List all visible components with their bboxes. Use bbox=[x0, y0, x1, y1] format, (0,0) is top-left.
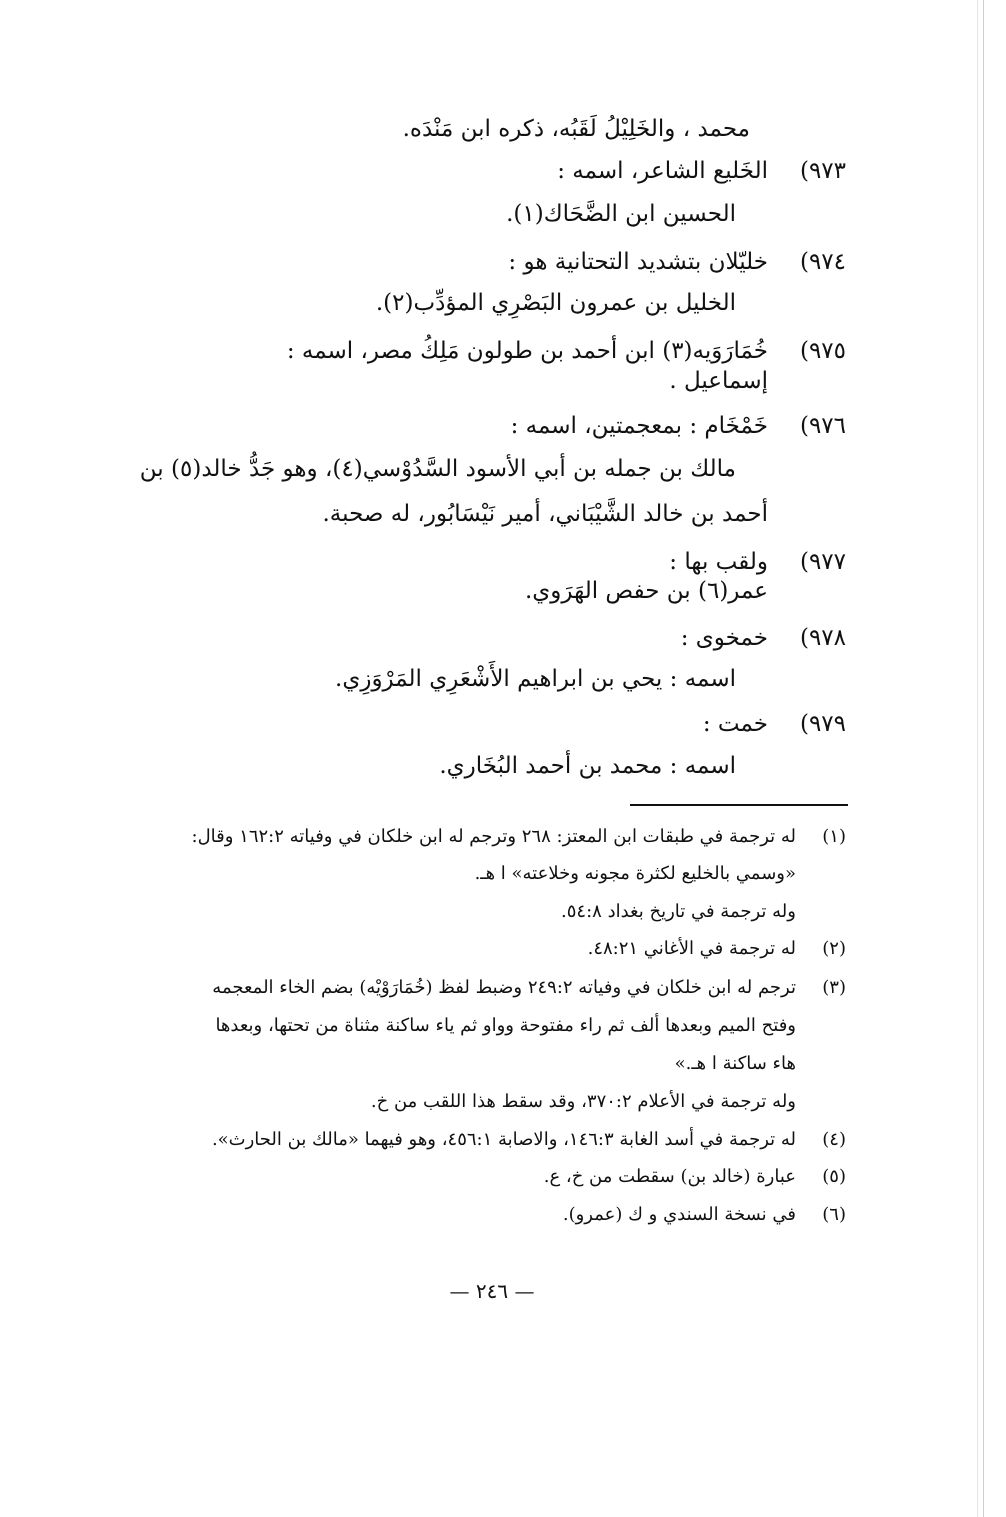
entry-number: ٩٧٣) bbox=[799, 158, 846, 184]
page-edge-line bbox=[983, 0, 984, 1517]
footnote-line: ترجم له ابن خلكان في وفياته ٢٤٩:٢ وضبط لفظ (خُمَارَوْيْه) بضم الخاء المعجمه bbox=[212, 977, 796, 998]
footnote-line: وفتح الميم وبعدها ألف ثم راء مفتوحة وواو ثم ياء ساكنة مثناة من تحتها، وبعدها bbox=[215, 1015, 796, 1036]
entry-heading: الخَليع الشاعر، اسمه : bbox=[557, 158, 768, 184]
footnote-line: عبارة (خالد بن) سقطت من خ، ع. bbox=[543, 1166, 796, 1187]
entry-number: ٩٧٨) bbox=[799, 625, 846, 651]
footnote-line: في نسخة السندي و ك (عمرو). bbox=[562, 1204, 796, 1225]
footnote-line: «وسمي بالخليع لكثرة مجونه وخلاعته» ا هـ. bbox=[474, 863, 796, 884]
entry-name-line: إسماعيل . bbox=[669, 368, 768, 394]
entry-continuation-line: محمد ، والخَلِيْلُ لَقَبُه، ذكره ابن مَنْدَه. bbox=[402, 116, 750, 142]
footnote-line: له ترجمة في طبقات ابن المعتز: ٢٦٨ وترجم له ابن خلكان في وفياته ١٦٢:٢ وقال: bbox=[191, 826, 796, 847]
footnote-number: (٤) bbox=[822, 1129, 846, 1150]
entry-number: ٩٧٩) bbox=[799, 711, 846, 737]
footnote-line: وله ترجمة في تاريخ بغداد ٥٤:٨. bbox=[561, 901, 796, 922]
footnote-divider bbox=[630, 804, 848, 806]
page-number: — ٢٤٦ — bbox=[449, 1279, 535, 1303]
entry-name-line: مالك بن جمله بن أبي الأسود السَّدُوْسي(٤)، وهو جَدُّ خالد(٥) بن bbox=[139, 456, 736, 482]
entry-name-line: الخليل بن عمرون البَصْرِي المؤدِّب(٢). bbox=[375, 290, 736, 316]
entry-heading: خُمَارَوَيه(٣) ابن أحمد بن طولون مَلِكُ مصر، اسمه : bbox=[286, 338, 768, 364]
entry-number: ٩٧٧) bbox=[799, 549, 846, 575]
footnote-number: (٦) bbox=[822, 1204, 846, 1225]
entry-number: ٩٧٤) bbox=[799, 249, 846, 275]
entry-heading: خَمْخَام : بمعجمتين، اسمه : bbox=[510, 413, 768, 439]
footnote-number: (٢) bbox=[822, 938, 846, 959]
entry-heading: ولقب بها : bbox=[669, 549, 768, 575]
footnote-number: (٣) bbox=[822, 977, 846, 998]
entry-name-line: عمر(٦) بن حفص الهَرَوي. bbox=[524, 578, 768, 604]
entry-name-line: الحسين ابن الضَّحَاك(١). bbox=[506, 201, 736, 227]
entry-heading: خمت : bbox=[702, 711, 768, 737]
entry-heading: خمخوى : bbox=[680, 625, 768, 651]
entry-heading: خليّلان بتشديد التحتانية هو : bbox=[508, 249, 768, 275]
footnote-number: (١) bbox=[822, 826, 846, 847]
footnote-line: له ترجمة في الأغاني ٤٨:٢١. bbox=[587, 938, 796, 959]
footnote-line: له ترجمة في أسد الغابة ١٤٦:٣، والاصابة ٤٥٦:١، وهو فيهما «مالك بن الحارث». bbox=[211, 1129, 796, 1150]
entry-name-line: أحمد بن خالد الشَّيْبَاني، أمير نَيْسَابُور، له صحبة. bbox=[322, 501, 768, 527]
entry-number: ٩٧٦) bbox=[799, 413, 846, 439]
entry-name-line: اسمه : يحي بن ابراهيم الأَشْعَرِي المَرْوَزِي. bbox=[335, 666, 736, 692]
entry-name-line: اسمه : محمد بن أحمد البُخَاري. bbox=[439, 753, 736, 779]
footnote-line: وله ترجمة في الأعلام ٣٧٠:٢، وقد سقط هذا اللقب من خ. bbox=[370, 1091, 796, 1112]
footnote-line: هاء ساكنة ا هـ.» bbox=[674, 1053, 796, 1074]
footnote-number: (٥) bbox=[822, 1166, 846, 1187]
entry-number: ٩٧٥) bbox=[799, 338, 846, 364]
page-edge-line-inner bbox=[977, 0, 978, 1517]
